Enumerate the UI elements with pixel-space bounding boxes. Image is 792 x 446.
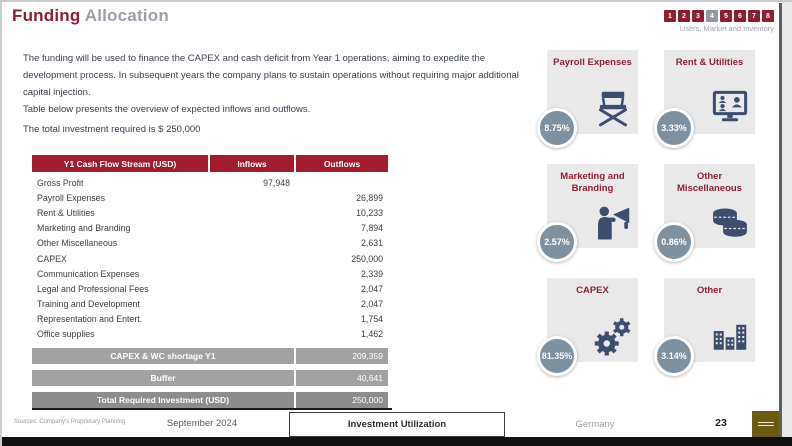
coins-icon [710, 202, 750, 242]
row-label: CAPEX [37, 253, 67, 264]
director-chair-icon [593, 88, 633, 128]
monitor-users-icon [710, 88, 750, 128]
megaphone-person-icon [593, 202, 633, 242]
pager-boxes [664, 10, 774, 22]
percent-badge: 0.86% [654, 222, 694, 262]
allocation-cards [541, 50, 755, 362]
table-row [32, 281, 392, 296]
table-row [32, 266, 392, 281]
table-header-outflows: Outflows [296, 155, 388, 172]
summary-row-capex-wc [32, 348, 392, 364]
row-outflow: 2,047 [360, 283, 383, 294]
card-title: Payroll Expenses [553, 57, 632, 68]
table-row [32, 205, 392, 220]
intro-text [23, 50, 527, 118]
row-label: Representation and Entert. [37, 314, 143, 325]
summary-row-buffer [32, 370, 392, 386]
summary-row-total [32, 392, 392, 410]
summary-value: 250,000 [296, 392, 388, 408]
pager-box-8[interactable]: 8 [762, 10, 774, 22]
card-payroll-expenses [544, 50, 638, 134]
row-label: Communication Expenses [37, 268, 140, 279]
intro-paragraph-1: The funding will be used to finance the CAPEX and cash deficit from Year 1 operations, aiming to expedite the development process. In subsequent years the company plans to sustain operations without requiring major additional capital injection. [23, 53, 519, 98]
summary-label: Buffer [32, 370, 294, 386]
percent-badge: 81.35% [537, 336, 577, 376]
card-capex [541, 278, 638, 362]
total-investment-line: The total investment required is $ 250,000 [23, 124, 201, 135]
table-row [32, 236, 392, 251]
window-left-border [0, 0, 2, 446]
page-title [12, 6, 169, 26]
pager-caption: Users, Market and Inventory [679, 24, 774, 33]
card-title: CAPEX [576, 285, 609, 296]
company-logo [752, 411, 779, 439]
sources-note: Sources: Company's Proprietary Planning [14, 419, 126, 425]
table-header-inflows: Inflows [210, 155, 294, 172]
logo-mark [758, 422, 774, 428]
row-label: Marketing and Branding [37, 223, 131, 234]
card-title: Rent & Utilities [675, 57, 744, 68]
pager-box-3[interactable]: 3 [692, 10, 704, 22]
row-label: Payroll Expenses [37, 192, 105, 203]
card-title: Other [696, 285, 723, 296]
percent-badge: 3.33% [654, 108, 694, 148]
row-inflow: 97,948 [263, 177, 290, 188]
page-title-secondary: Allocation [84, 6, 169, 25]
pager-box-1[interactable]: 1 [664, 10, 676, 22]
percent-badge: 2.57% [537, 222, 577, 262]
card-other-miscellaneous [661, 164, 755, 248]
row-outflow: 26,899 [356, 192, 383, 203]
row-outflow: 10,233 [356, 207, 383, 218]
page-title-primary: Funding [12, 6, 81, 25]
percent-badge: 3.14% [654, 336, 694, 376]
summary-label: Total Required Investment (USD) [32, 392, 294, 408]
row-label: Office supplies [37, 329, 95, 340]
table-row [32, 190, 392, 205]
slide [2, 2, 780, 437]
pager-box-7[interactable]: 7 [748, 10, 760, 22]
table-row [32, 297, 392, 312]
row-outflow: 2,631 [360, 238, 383, 249]
row-outflow: 7,894 [360, 223, 383, 234]
row-outflow: 2,047 [360, 299, 383, 310]
row-outflow: 1,462 [360, 329, 383, 340]
intro-paragraph-2: Table below presents the overview of expected inflows and outflows. [23, 104, 311, 115]
table-header-row [32, 155, 392, 172]
table-header-stream: Y1 Cash Flow Stream (USD) [32, 155, 208, 172]
table-row [32, 327, 392, 342]
summary-value: 209,359 [296, 348, 388, 364]
row-label: Training and Development [37, 299, 140, 310]
table-body [32, 175, 392, 342]
card-marketing-branding [544, 164, 638, 248]
row-label: Gross Profit [37, 177, 84, 188]
row-label: Rent & Utilities [37, 207, 95, 218]
footer-date: September 2024 [166, 418, 238, 429]
card-other [661, 278, 755, 362]
pager-box-6[interactable]: 6 [734, 10, 746, 22]
row-outflow: 2,339 [360, 268, 383, 279]
pager-box-4[interactable]: 4 [706, 10, 718, 22]
card-title: Marketing and Branding [560, 171, 625, 194]
table-row [32, 251, 392, 266]
gears-icon [593, 316, 633, 356]
percent-badge: 8.75% [537, 108, 577, 148]
window-top-border [0, 0, 792, 2]
window-right-edge [779, 3, 782, 437]
section-label-box[interactable]: Investment Utilization [289, 412, 505, 437]
cash-flow-table [32, 155, 392, 410]
row-outflow: 1,754 [360, 314, 383, 325]
bottom-bar [0, 437, 792, 446]
buildings-icon [710, 316, 750, 356]
table-row [32, 221, 392, 236]
pager-box-5[interactable]: 5 [720, 10, 732, 22]
scrollbar-track[interactable] [782, 0, 792, 437]
row-outflow: 250,000 [351, 253, 383, 264]
pager-box-2[interactable]: 2 [678, 10, 690, 22]
summary-value: 40,641 [296, 370, 388, 386]
table-row [32, 175, 392, 190]
summary-label: CAPEX & WC shortage Y1 [32, 348, 294, 364]
section-pager [664, 10, 774, 33]
footer-country: Germany [575, 419, 615, 430]
row-label: Legal and Professional Fees [37, 283, 149, 294]
card-title: Other Miscellaneous [677, 171, 742, 194]
card-rent-utilities [661, 50, 755, 134]
page-number: 23 [715, 417, 727, 429]
table-row [32, 312, 392, 327]
row-label: Other Miscellaneous [37, 238, 118, 249]
